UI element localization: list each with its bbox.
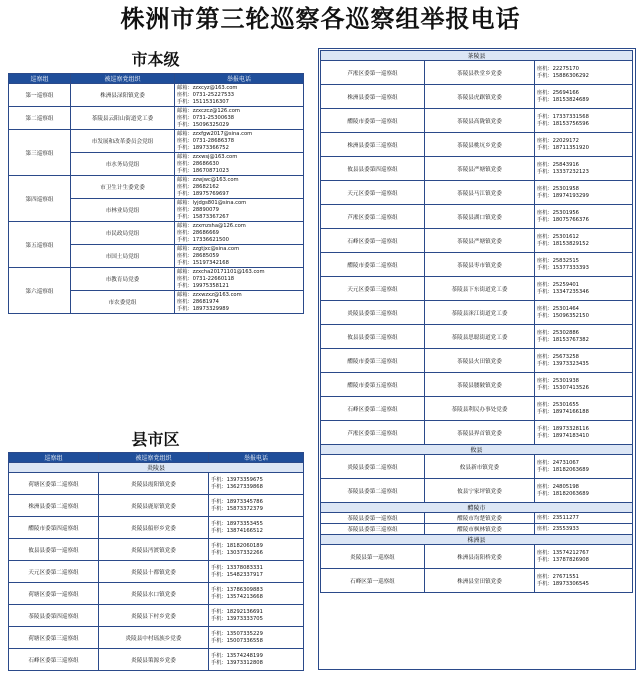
contact-line: 座机：25301956 — [537, 209, 579, 216]
contact-line: 座机：13574212767 — [537, 549, 589, 556]
group-name-cell: 炎陵县第一巡察组 — [321, 545, 425, 569]
target-unit-cell: 茶陵县严塘镇党委 — [425, 229, 535, 253]
group-name-cell: 第一巡察组 — [9, 84, 71, 107]
phone-cell — [535, 397, 633, 421]
target-unit-cell: 炎陵县船形乡党委 — [99, 517, 209, 539]
contact-line: 座机：25843916 — [537, 161, 579, 168]
group-name-cell: 攸县县委第四巡察组 — [321, 157, 425, 181]
contact-line: 手机：18182063689 — [537, 490, 589, 497]
target-unit-cell: 株洲县堂田镇党委 — [425, 569, 535, 593]
section-name: 炎陵县 — [9, 463, 304, 473]
target-unit-cell: 炎陵县沔渡镇党委 — [99, 539, 209, 561]
contact-line: 座机：25302886 — [537, 329, 579, 336]
group-name-cell: 石峰区委第三巡察组 — [9, 649, 99, 671]
contact-line: 手机：13574248199 — [211, 652, 263, 659]
county-level-heading: 县市区 — [131, 430, 180, 449]
contact-line: 座机：25832515 — [537, 257, 579, 264]
group-name-cell: 攸县县委第一巡察组 — [9, 539, 99, 561]
contact-line: 座机：25301938 — [537, 377, 579, 384]
contact-line: 座机：28890079 — [177, 206, 219, 213]
target-unit-cell: 市国土局党组 — [71, 245, 175, 268]
table-row — [321, 545, 633, 569]
section-row — [321, 535, 633, 545]
phone-cell — [535, 349, 633, 373]
contact-line: 手机：13874166512 — [211, 527, 263, 534]
phone-cell — [535, 479, 633, 503]
target-unit-cell: 茶陵县云阳山街道党工委 — [71, 107, 175, 130]
contact-line: 手机：13627339868 — [211, 483, 263, 490]
target-unit-cell: 市卫生计生委党委 — [71, 176, 175, 199]
contact-line: 手机：19975358121 — [177, 282, 229, 289]
target-unit-cell: 市林业局党组 — [71, 199, 175, 222]
group-name-cell: 第五巡察组 — [9, 222, 71, 268]
group-name-cell: 石峰区委第一巡察组 — [321, 229, 425, 253]
phone-cell — [535, 253, 633, 277]
group-name-cell: 荷塘区委第一巡察组 — [9, 583, 99, 605]
target-unit-cell: 茶陵县湖口镇党委 — [425, 205, 535, 229]
phone-cell — [535, 325, 633, 349]
contact-line: 手机：15873372379 — [211, 505, 263, 512]
group-name-cell: 炎陵县委第二巡察组 — [321, 455, 425, 479]
group-name-cell: 天元区委第三巡察组 — [321, 277, 425, 301]
contact-line: 座机：28685059 — [177, 252, 219, 259]
phone-cell — [535, 421, 633, 445]
group-name-cell: 芦淞区委第一巡察组 — [321, 61, 425, 85]
header-phone: 举报电话 — [175, 74, 304, 84]
contact-line: 座机：0731-25300638 — [177, 114, 235, 121]
contact-line: 手机：18153756596 — [537, 120, 589, 127]
contact-line: 手机：18974193299 — [537, 192, 589, 199]
header-target: 被巡察党组织 — [71, 74, 175, 84]
city-level-table — [8, 73, 304, 314]
contact-line: 手机：18973329989 — [177, 305, 229, 312]
table-row — [321, 479, 633, 503]
contact-line: 手机：18670871023 — [177, 167, 229, 174]
phone-cell — [175, 130, 304, 153]
group-name-cell: 醴陵市委第二巡察组 — [321, 253, 425, 277]
target-unit-cell: 市民政局党组 — [71, 222, 175, 245]
contact-line: 手机：13574213668 — [211, 593, 263, 600]
group-name-cell: 第六巡察组 — [9, 268, 71, 314]
contact-line: 手机：15886306292 — [537, 72, 589, 79]
phone-cell — [175, 107, 304, 130]
target-unit-cell: 茶陵县枣市镇党委 — [425, 253, 535, 277]
contact-line: 手机：18973306545 — [537, 580, 589, 587]
table-row — [321, 85, 633, 109]
target-unit-cell: 攸县新市镇党委 — [425, 455, 535, 479]
contact-line: 座机：0731-28686378 — [177, 137, 235, 144]
target-unit-cell: 市农委党组 — [71, 291, 175, 314]
group-name-cell: 芦淞区委第三巡察组 — [321, 421, 425, 445]
group-name-cell: 茶陵县委第三巡察组 — [321, 524, 425, 535]
contact-line: 手机：18711351920 — [537, 144, 589, 151]
group-name-cell: 茶陵县委第二巡察组 — [321, 479, 425, 503]
contact-line: 座机：28682162 — [177, 183, 219, 190]
phone-cell — [535, 205, 633, 229]
group-name-cell: 石峰区第一巡察组 — [321, 569, 425, 593]
contact-line: 邮箱：zzxwsj@163.com — [177, 153, 238, 160]
contact-line: 手机：18182060189 — [211, 542, 263, 549]
contact-line: 手机：15307413526 — [537, 384, 589, 391]
contact-line: 手机：15482337917 — [211, 571, 263, 578]
group-name-cell: 醴陵市委第四巡察组 — [9, 517, 99, 539]
phone-cell — [175, 153, 304, 176]
target-unit-cell: 茶陵县高陇镇党委 — [425, 109, 535, 133]
section-row — [321, 51, 633, 61]
phone-cell — [535, 513, 633, 524]
table-row — [9, 84, 304, 107]
phone-cell — [209, 649, 304, 671]
group-name-cell: 第二巡察组 — [9, 107, 71, 130]
county-left-table — [8, 452, 304, 671]
contact-line: 手机：13378083331 — [211, 564, 263, 571]
phone-cell — [175, 291, 304, 314]
phone-cell — [535, 109, 633, 133]
contact-line: 座机：22029172 — [537, 137, 579, 144]
contact-line: 座机：25301958 — [537, 185, 579, 192]
target-unit-cell: 炎陵县中村瑶族乡党委 — [99, 627, 209, 649]
contact-line: 手机：18973328116 — [537, 425, 589, 432]
contact-line: 座机：0731-25227533 — [177, 91, 235, 98]
phone-cell — [535, 133, 633, 157]
phone-cell — [175, 84, 304, 107]
table-row — [321, 325, 633, 349]
contact-line: 手机：18973345786 — [211, 498, 263, 505]
contact-line: 手机：15096352150 — [537, 312, 589, 319]
section-row — [321, 503, 633, 513]
contact-line: 邮箱：zzxczcz@126.com — [177, 107, 240, 114]
contact-line: 座机：24731067 — [537, 459, 579, 466]
phone-cell — [535, 277, 633, 301]
target-unit-cell: 茶陵县秩堂乡党委 — [425, 61, 535, 85]
table-row — [9, 176, 304, 199]
table-row — [321, 181, 633, 205]
header-group: 巡察组 — [9, 74, 71, 84]
target-unit-cell: 炎陵县霞阳镇党委 — [99, 473, 209, 495]
table-row — [321, 397, 633, 421]
group-name-cell: 醴陵市委第五巡察组 — [321, 373, 425, 397]
phone-cell — [175, 268, 304, 291]
target-unit-cell: 茶陵县严塘镇党委 — [425, 157, 535, 181]
group-name-cell: 醴陵市委第三巡察组 — [321, 349, 425, 373]
phone-cell — [535, 569, 633, 593]
contact-line: 座机：25301612 — [537, 233, 579, 240]
contact-line: 手机：18182063689 — [537, 466, 589, 473]
group-name-cell: 醴陵市委第一巡察组 — [321, 109, 425, 133]
group-name-cell: 炎陵县委第三巡察组 — [321, 301, 425, 325]
target-unit-cell: 炎陵县鹿原镇党委 — [99, 495, 209, 517]
group-name-cell: 天元区委第一巡察组 — [321, 181, 425, 205]
table-row — [9, 583, 304, 605]
table-row — [9, 517, 304, 539]
table-row — [9, 649, 304, 671]
phone-cell — [209, 583, 304, 605]
phone-cell — [535, 455, 633, 479]
header-phone: 举报电话 — [209, 453, 304, 463]
target-unit-cell: 市发展和改革委员会党组 — [71, 130, 175, 153]
contact-line: 手机：13507335229 — [211, 630, 263, 637]
contact-line: 手机：15096325029 — [177, 121, 229, 128]
contact-line: 手机：15197342168 — [177, 259, 229, 266]
contact-line: 手机：18075766376 — [537, 216, 589, 223]
target-unit-cell: 炎陵县十都镇党委 — [99, 561, 209, 583]
target-unit-cell: 炎陵县策源乡党委 — [99, 649, 209, 671]
table-row — [9, 107, 304, 130]
group-name-cell: 天元区委第二巡察组 — [9, 561, 99, 583]
group-name-cell: 株洲县委第一巡察组 — [321, 85, 425, 109]
county-right-table — [320, 50, 633, 593]
target-unit-cell: 茶陵县界首镇党委 — [425, 421, 535, 445]
group-name-cell: 石峰区委第二巡察组 — [321, 397, 425, 421]
section-row — [9, 463, 304, 473]
table-row — [321, 253, 633, 277]
group-name-cell: 荷塘区委第三巡察组 — [9, 627, 99, 649]
contact-line: 座机：25301464 — [537, 305, 579, 312]
contact-line: 手机：13037332266 — [211, 549, 263, 556]
table-row — [9, 539, 304, 561]
table-row — [321, 109, 633, 133]
contact-line: 手机：13973359675 — [211, 476, 263, 483]
phone-cell — [209, 517, 304, 539]
contact-line: 手机：18973353455 — [211, 520, 263, 527]
table-row — [321, 455, 633, 479]
contact-line: 邮箱：lyjdgs801@sina.com — [177, 199, 247, 206]
phone-cell — [209, 605, 304, 627]
contact-line: 座机：25694166 — [537, 89, 579, 96]
phone-cell — [535, 524, 633, 535]
phone-cell — [209, 495, 304, 517]
contact-line: 座机：23553933 — [537, 525, 579, 532]
contact-line: 手机：13973333705 — [211, 615, 263, 622]
contact-line: 手机：18292136691 — [211, 608, 263, 615]
table-row — [9, 268, 304, 291]
table-row — [9, 495, 304, 517]
target-unit-cell: 茶陵县马江镇党委 — [425, 181, 535, 205]
contact-line: 手机：13973312808 — [211, 659, 263, 666]
contact-line: 座机：28681974 — [177, 298, 219, 305]
group-name-cell: 第三巡察组 — [9, 130, 71, 176]
contact-line: 座机：27671551 — [537, 573, 579, 580]
phone-cell — [209, 561, 304, 583]
table-row — [321, 349, 633, 373]
table-row — [321, 569, 633, 593]
contact-line: 手机：15377333393 — [537, 264, 589, 271]
section-name: 醴陵市 — [321, 503, 633, 513]
table-row — [321, 205, 633, 229]
contact-line: 手机：13786309883 — [211, 586, 263, 593]
phone-cell — [535, 301, 633, 325]
table-row — [321, 373, 633, 397]
table-row — [321, 421, 633, 445]
phone-cell — [535, 229, 633, 253]
table-row — [9, 561, 304, 583]
section-name: 株洲县 — [321, 535, 633, 545]
phone-cell — [175, 199, 304, 222]
table-row — [321, 301, 633, 325]
contact-line: 手机：18153767382 — [537, 336, 589, 343]
target-unit-cell: 株洲县南阳桥党委 — [425, 545, 535, 569]
table-row — [9, 130, 304, 153]
header-group: 巡察组 — [9, 453, 99, 463]
contact-line: 座机：25301655 — [537, 401, 579, 408]
phone-cell — [535, 85, 633, 109]
contact-line: 座机：25259401 — [537, 281, 579, 288]
contact-line: 手机：18974183410 — [537, 432, 589, 439]
table-row — [321, 524, 633, 535]
contact-line: 邮箱：zzgtjxc@sina.com — [177, 245, 240, 252]
target-unit-cell: 醴陵市均楚镇党委 — [425, 513, 535, 524]
page-title: 株洲市第三轮巡察各巡察组举报电话 — [120, 4, 521, 33]
contact-line: 手机：18975769697 — [177, 190, 229, 197]
phone-cell — [209, 473, 304, 495]
contact-line: 手机：18973366752 — [177, 144, 229, 151]
phone-cell — [535, 545, 633, 569]
section-name: 茶陵县 — [321, 51, 633, 61]
phone-cell — [535, 181, 633, 205]
contact-line: 手机：15115316307 — [177, 98, 229, 105]
target-unit-cell: 茶陵县火田镇党委 — [425, 349, 535, 373]
contact-line: 邮箱：zzxwzxz@163.com — [177, 291, 242, 298]
contact-line: 座机：23511277 — [537, 514, 579, 521]
phone-cell — [209, 539, 304, 561]
contact-line: 邮箱：zzxmzsha@126.com — [177, 222, 246, 229]
contact-line: 手机：13787826908 — [537, 556, 589, 563]
table-row — [321, 157, 633, 181]
contact-line: 邮箱：zzxcyz@163.com — [177, 84, 238, 91]
group-name-cell: 株洲县委第二巡察组 — [9, 495, 99, 517]
contact-line: 手机：13347235346 — [537, 288, 589, 295]
target-unit-cell: 茶陵县腰陂镇党委 — [425, 373, 535, 397]
target-unit-cell: 茶陵县洣江街道党工委 — [425, 301, 535, 325]
table-row — [9, 222, 304, 245]
table-row — [321, 277, 633, 301]
table-row — [9, 473, 304, 495]
target-unit-cell: 醴陵市枫林镇党委 — [425, 524, 535, 535]
contact-line: 邮箱：zzxfgw2017@sina.com — [177, 130, 253, 137]
target-unit-cell: 茶陵县思聪街道党工委 — [425, 325, 535, 349]
target-unit-cell: 市教育局党委 — [71, 268, 175, 291]
group-name-cell: 荷塘区委第二巡察组 — [9, 473, 99, 495]
table-row — [321, 133, 633, 157]
contact-line: 手机：18153829152 — [537, 240, 589, 247]
target-unit-cell: 茶陵县桃坑乡党委 — [425, 133, 535, 157]
table-row — [321, 61, 633, 85]
section-row — [321, 445, 633, 455]
header-target: 被巡察党组织 — [99, 453, 209, 463]
target-unit-cell: 茶陵县虎踞镇党委 — [425, 85, 535, 109]
contact-line: 邮箱：zzwjwc@163.com — [177, 176, 239, 183]
city-level-heading: 市本级 — [131, 50, 180, 69]
phone-cell — [175, 222, 304, 245]
target-unit-cell: 攸县宁家坪镇党委 — [425, 479, 535, 503]
contact-line: 座机：22275170 — [537, 65, 579, 72]
target-unit-cell: 炎陵县下村乡党委 — [99, 605, 209, 627]
contact-line: 座机：24805198 — [537, 483, 579, 490]
contact-line: 邮箱：zzxcha20171101@163.com — [177, 268, 265, 275]
contact-line: 手机：13973323435 — [537, 360, 589, 367]
contact-line: 手机：13337232123 — [537, 168, 589, 175]
group-name-cell: 茶陵县委第四巡察组 — [9, 605, 99, 627]
group-name-cell: 茶陵县委第一巡察组 — [321, 513, 425, 524]
phone-cell — [535, 157, 633, 181]
group-name-cell: 株洲县委第三巡察组 — [321, 133, 425, 157]
contact-line: 手机：17337331568 — [537, 113, 589, 120]
target-unit-cell: 炎陵县水口镇党委 — [99, 583, 209, 605]
table-row — [9, 605, 304, 627]
target-unit-cell: 市水务局党组 — [71, 153, 175, 176]
table-row — [9, 627, 304, 649]
contact-line: 座机：25673258 — [537, 353, 579, 360]
contact-line: 手机：15873367267 — [177, 213, 229, 220]
contact-line: 座机：28686669 — [177, 229, 219, 236]
contact-line: 手机：18974166188 — [537, 408, 589, 415]
phone-cell — [175, 176, 304, 199]
target-unit-cell: 茶陵县利民办事处党委 — [425, 397, 535, 421]
contact-line: 座机：0731-22660118 — [177, 275, 235, 282]
contact-line: 座机：28686630 — [177, 160, 219, 167]
group-name-cell: 攸县县委第三巡察组 — [321, 325, 425, 349]
contact-line: 手机：18153824689 — [537, 96, 589, 103]
contact-line: 手机：15007336558 — [211, 637, 263, 644]
group-name-cell: 第四巡察组 — [9, 176, 71, 222]
phone-cell — [535, 61, 633, 85]
section-name: 攸县 — [321, 445, 633, 455]
table-row — [321, 229, 633, 253]
group-name-cell: 芦淞区委第二巡察组 — [321, 205, 425, 229]
phone-cell — [209, 627, 304, 649]
contact-line: 手机：17336621500 — [177, 236, 229, 243]
target-unit-cell: 株洲县渌阳镇党委 — [71, 84, 175, 107]
table-row — [321, 513, 633, 524]
phone-cell — [175, 245, 304, 268]
target-unit-cell: 茶陵县下东街道党工委 — [425, 277, 535, 301]
phone-cell — [535, 373, 633, 397]
